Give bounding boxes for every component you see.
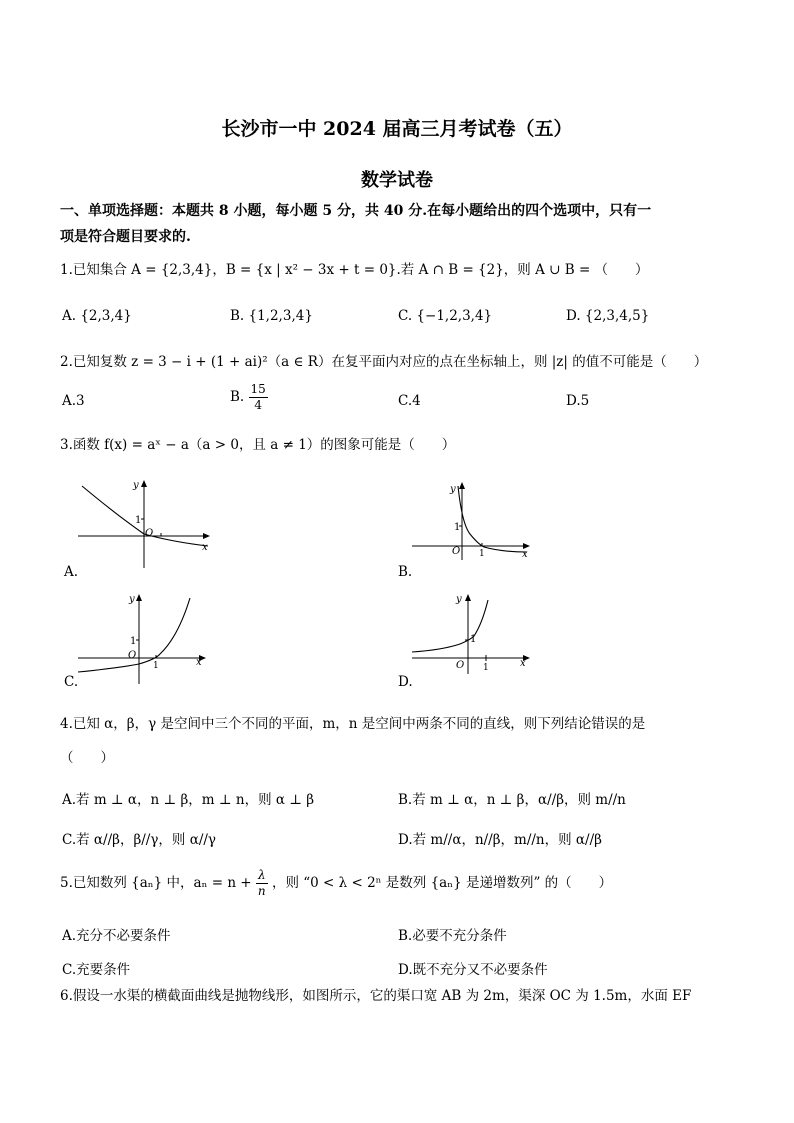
q3-graph-a-x-label: x: [202, 542, 208, 553]
q3-label-a: A.: [64, 564, 79, 580]
q3-graph-a-y-label: y: [133, 480, 139, 491]
q3-stem: 3.函数 f(x) = aˣ − a（a > 0，且 a ≠ 1）的图象可能是（ ）: [60, 437, 456, 453]
q5-option-a: A.充分不必要条件: [62, 928, 171, 944]
q1-option-c: C. {−1,2,3,4}: [398, 308, 493, 324]
q1-stem: 1.已知集合 A = {2,3,4}，B = {x | x² − 3x + t = 0}.若 A ∩ B = {2}，则 A ∪ B = （ ）: [60, 262, 649, 278]
q5-option-b: B.必要不充分条件: [398, 928, 507, 944]
q3-graph-d-x-label: x: [520, 658, 526, 669]
q3-graph-c-origin: O: [128, 650, 137, 661]
q3-graph-b-one-label: 1: [454, 522, 461, 533]
q5-stem-suffix: ，则 “0 < λ < 2ⁿ 是数列 {aₙ} 是递增数列” 的（ ）: [271, 875, 613, 891]
q3-label-c: C.: [64, 674, 79, 690]
q4-option-d: D.若 m//α，n//β，m//n，则 α//β: [398, 832, 602, 848]
q5-stem-prefix: 5.已知数列 {aₙ} 中，aₙ = n +: [60, 875, 252, 891]
q3-graph-c-x-label: x: [196, 657, 202, 668]
q5-option-c: C.充要条件: [62, 962, 131, 978]
q3-graph-b-origin: O: [452, 546, 461, 557]
q6-stem: 6.假设一水渠的横截面曲线是抛物线形，如图所示，它的渠口宽 AB 为 2m，渠深 OC 为 1.5m，水面 EF: [60, 988, 692, 1004]
page-title: 长沙市一中 2024 届高三月考试卷（五）: [221, 118, 573, 140]
q4-stem-line1: 4.已知 α，β，γ 是空间中三个不同的平面，m，n 是空间中两条不同的直线，则下列结论错误的是: [60, 716, 646, 732]
page-subtitle: 数学试卷: [361, 170, 433, 191]
q3-label-d: D.: [398, 674, 413, 690]
q4-option-b: B.若 m ⊥ α，n ⊥ β，α//β，则 m//n: [398, 792, 626, 808]
q3-graph-b-x-one: 1: [479, 549, 485, 559]
q5-stem: [60, 868, 612, 899]
q5-fraction-numerator: λ: [256, 868, 268, 884]
q4-stem-line2: （ ）: [60, 750, 114, 766]
q2-stem: 2.已知复数 z = 3 − i + (1 + ai)²（a ∈ R）在复平面内对应的点在坐标轴上，则 |z| 的值不可能是（ ）: [60, 354, 708, 370]
q2-option-b: [230, 382, 268, 413]
q3-graph-a-origin: O: [145, 528, 154, 539]
q1-option-d: D. {2,3,4,5}: [566, 308, 650, 324]
q1-option-a: A. {2,3,4}: [62, 308, 132, 324]
q3-graph-d-one-label: 1: [470, 634, 477, 645]
q5-fraction: [256, 868, 268, 899]
q2-option-b-prefix: B.: [230, 389, 245, 405]
q3-graph-c-one-label: 1: [130, 636, 137, 647]
q3-graph-b-x-label: x: [522, 549, 528, 560]
q3-graph-d-y-label: y: [456, 594, 462, 605]
q5-fraction-denominator: n: [257, 884, 266, 898]
q2-option-b-fraction: [249, 382, 268, 413]
q4-option-a: A.若 m ⊥ α，n ⊥ β，m ⊥ n，则 α ⊥ β: [62, 792, 315, 808]
section-heading-line1: 一、单项选择题：本题共 8 小题，每小题 5 分，共 40 分.在每小题给出的四个选项中，只有一: [60, 203, 652, 219]
q2-option-a: A.3: [62, 393, 85, 409]
q3-label-b: B.: [398, 564, 413, 580]
q2-option-b-numerator: 15: [250, 382, 266, 396]
q3-graph-c-y-label: y: [129, 594, 135, 605]
q4-option-c: C.若 α//β，β//γ，则 α//γ: [62, 832, 216, 848]
q3-graph-b-y-label: y: [450, 484, 456, 495]
q5-option-d: D.既不充分又不必要条件: [398, 962, 548, 978]
q3-graph-c: [78, 592, 208, 684]
q3-graph-d: [412, 592, 532, 674]
q3-graph-d-origin: O: [456, 660, 465, 671]
q3-graph-a: [78, 478, 213, 568]
section-heading-line2: 项是符合题目要求的.: [60, 229, 191, 245]
q2-option-d: D.5: [566, 393, 590, 409]
q1-option-b: B. {1,2,3,4}: [230, 308, 313, 324]
q3-graph-d-x-one: 1: [483, 663, 489, 673]
q3-graph-b: [412, 480, 532, 560]
q3-graph-c-x-one: 1: [153, 661, 159, 671]
q2-option-c: C.4: [398, 393, 421, 409]
q2-option-b-denominator: 4: [254, 398, 262, 412]
q3-graph-a-one-label: 1: [135, 515, 142, 526]
